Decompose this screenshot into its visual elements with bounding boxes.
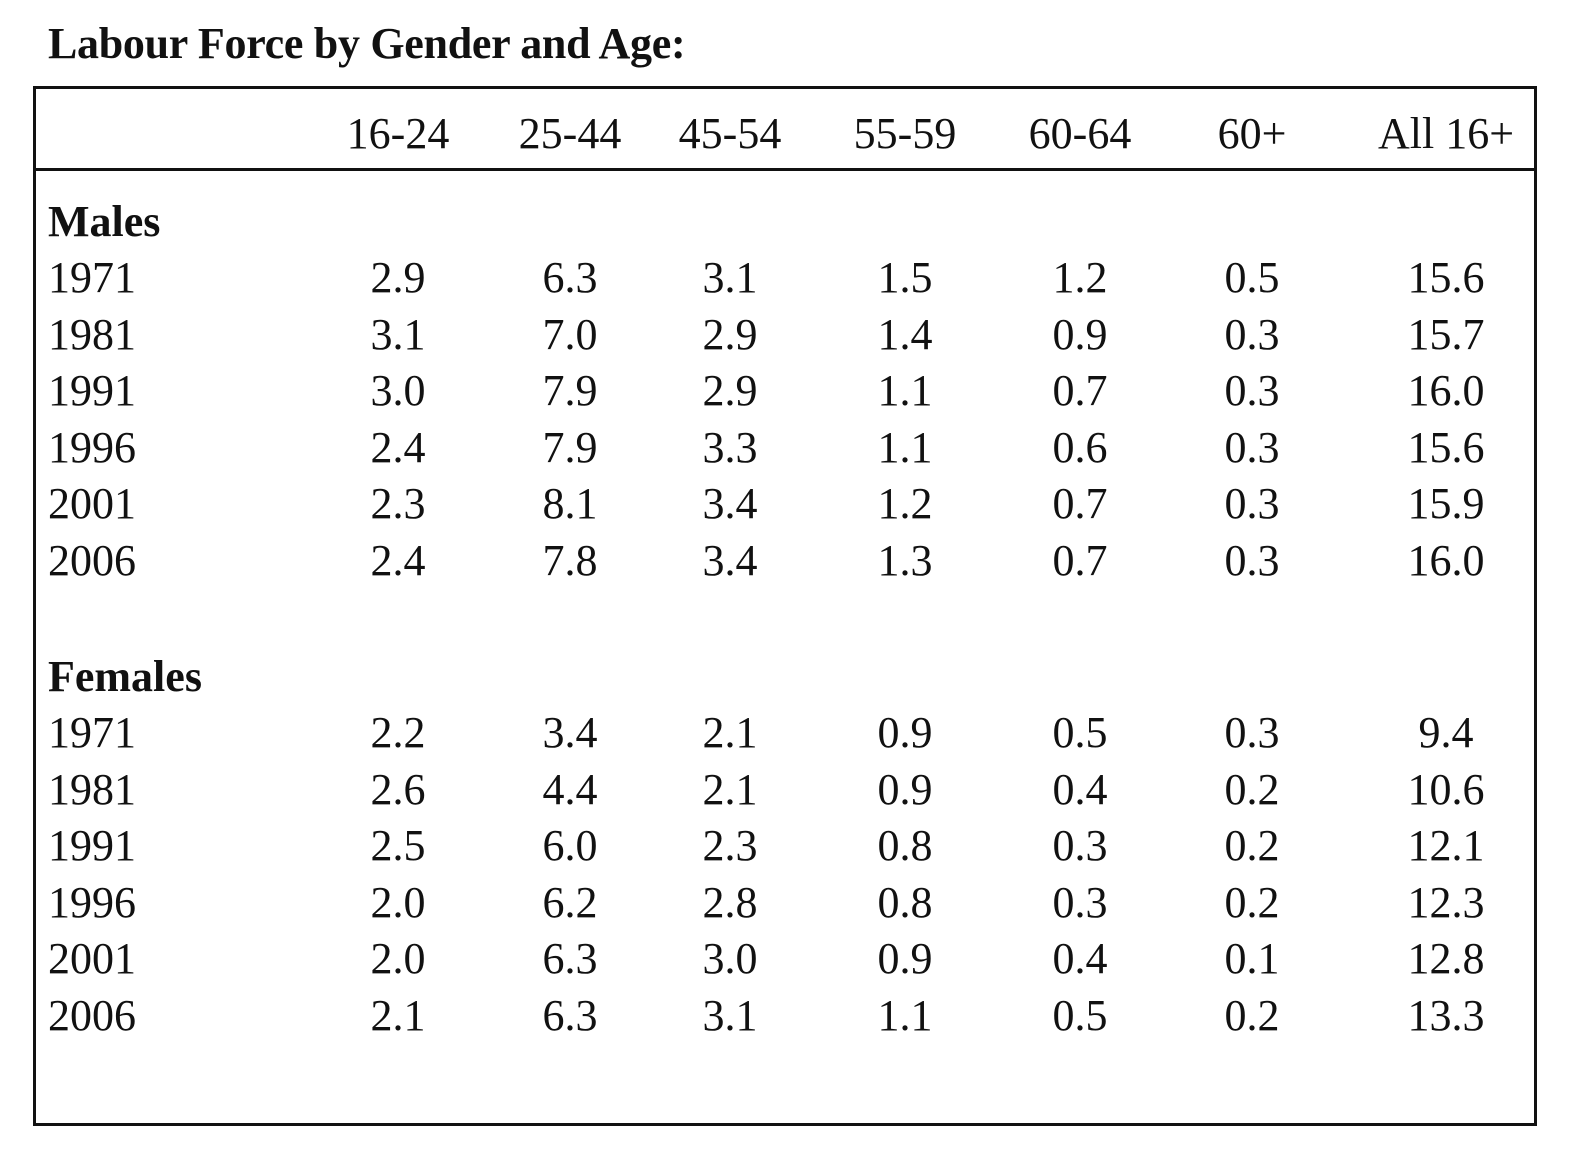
table-cell: 6.3 bbox=[542, 253, 598, 302]
table-cell: 7.9 bbox=[542, 366, 598, 415]
table-cell: 0.3 bbox=[1224, 535, 1280, 585]
table-cell: 8.1 bbox=[542, 479, 598, 528]
table-cell: 0.3 bbox=[1052, 877, 1108, 927]
table-cell: 2.0 bbox=[370, 934, 426, 983]
row-year-label: 1996 bbox=[48, 422, 136, 472]
row-year-label: 1996 bbox=[48, 877, 136, 927]
table-cell: 0.3 bbox=[1224, 366, 1280, 415]
table-cell: 16.0 bbox=[1407, 535, 1485, 585]
table-cell: 0.5 bbox=[1052, 708, 1108, 757]
table-cell: 0.2 bbox=[1224, 990, 1280, 1040]
column-header: 45-54 bbox=[678, 109, 782, 158]
table-cell: 15.7 bbox=[1407, 309, 1485, 359]
table-cell: 6.3 bbox=[542, 934, 598, 983]
row-year-label: 1981 bbox=[48, 764, 136, 814]
table-cell: 1.1 bbox=[877, 366, 933, 415]
table-cell: 2.2 bbox=[370, 708, 426, 757]
table-cell: 10.6 bbox=[1407, 764, 1485, 814]
table-cell: 3.3 bbox=[702, 422, 758, 472]
table-cell: 3.1 bbox=[370, 309, 426, 359]
table-cell: 0.7 bbox=[1052, 535, 1108, 585]
table-cell: 7.8 bbox=[542, 535, 598, 585]
table-cell: 2.1 bbox=[702, 708, 758, 757]
table-cell: 12.8 bbox=[1407, 934, 1485, 983]
table-cell: 3.4 bbox=[702, 479, 758, 528]
table-cell: 0.2 bbox=[1224, 821, 1280, 870]
row-year-label: 1981 bbox=[48, 309, 136, 359]
table-cell: 0.2 bbox=[1224, 764, 1280, 814]
table-cell: 13.3 bbox=[1407, 990, 1485, 1040]
table-cell: 1.5 bbox=[877, 253, 933, 302]
table-cell: 6.3 bbox=[542, 990, 598, 1040]
table-cell: 3.1 bbox=[702, 253, 758, 302]
table-cell: 3.4 bbox=[702, 535, 758, 585]
table-cell: 15.9 bbox=[1407, 479, 1485, 528]
table-cell: 3.1 bbox=[702, 990, 758, 1040]
row-year-label: 1971 bbox=[48, 253, 136, 302]
table-cell: 2.9 bbox=[702, 309, 758, 359]
table-cell: 16.0 bbox=[1407, 366, 1485, 415]
table-cell: 0.9 bbox=[877, 708, 933, 757]
table-cell: 1.1 bbox=[877, 990, 933, 1040]
table-cell: 0.3 bbox=[1224, 309, 1280, 359]
table-cell: 2.3 bbox=[370, 479, 426, 528]
table-cell: 0.6 bbox=[1052, 422, 1108, 472]
table-cell: 2.9 bbox=[370, 253, 426, 302]
row-year-label: 2006 bbox=[48, 535, 136, 585]
table-cell: 1.4 bbox=[877, 309, 933, 359]
table-cell: 2.1 bbox=[370, 990, 426, 1040]
row-year-label: 2001 bbox=[48, 934, 136, 983]
table-cell: 0.7 bbox=[1052, 479, 1108, 528]
table-cell: 15.6 bbox=[1407, 253, 1485, 302]
table-cell: 0.5 bbox=[1052, 990, 1108, 1040]
table-cell: 2.8 bbox=[702, 877, 758, 927]
column-header: 25-44 bbox=[518, 109, 622, 158]
section-label: Females bbox=[48, 652, 202, 701]
table-cell: 2.9 bbox=[702, 366, 758, 415]
table-cell: 2.4 bbox=[370, 422, 426, 472]
row-year-label: 1991 bbox=[48, 366, 136, 415]
table-cell: 4.4 bbox=[542, 764, 598, 814]
table-cell: 2.1 bbox=[702, 764, 758, 814]
table-cell: 9.4 bbox=[1418, 708, 1474, 757]
table-cell: 15.6 bbox=[1407, 422, 1485, 472]
table-cell: 0.4 bbox=[1052, 934, 1108, 983]
table-cell: 0.3 bbox=[1224, 708, 1280, 757]
table-cell: 0.2 bbox=[1224, 877, 1280, 927]
table-cell: 2.5 bbox=[370, 821, 426, 870]
table-cell: 0.3 bbox=[1224, 479, 1280, 528]
table-frame bbox=[33, 86, 1537, 1126]
table-cell: 0.8 bbox=[877, 877, 933, 927]
table-cell: 1.2 bbox=[1052, 253, 1108, 302]
row-year-label: 1991 bbox=[48, 821, 136, 870]
table-cell: 0.9 bbox=[877, 934, 933, 983]
table-cell: 6.2 bbox=[542, 877, 598, 927]
column-header: 60-64 bbox=[1028, 109, 1132, 158]
column-header: All 16+ bbox=[1377, 109, 1515, 158]
section-label: Males bbox=[48, 197, 161, 246]
table-cell: 0.5 bbox=[1224, 253, 1280, 302]
table-cell: 6.0 bbox=[542, 821, 598, 870]
row-year-label: 2006 bbox=[48, 990, 136, 1040]
table-cell: 2.6 bbox=[370, 764, 426, 814]
row-year-label: 1971 bbox=[48, 708, 136, 757]
table-cell: 3.0 bbox=[702, 934, 758, 983]
header-divider bbox=[33, 168, 1537, 171]
table-title: Labour Force by Gender and Age: bbox=[48, 19, 686, 68]
table-cell: 2.0 bbox=[370, 877, 426, 927]
table-cell: 2.3 bbox=[702, 821, 758, 870]
column-header: 16-24 bbox=[346, 109, 450, 158]
table-cell: 1.3 bbox=[877, 535, 933, 585]
table-cell: 0.9 bbox=[877, 764, 933, 814]
table-cell: 0.1 bbox=[1224, 934, 1280, 983]
table-cell: 1.1 bbox=[877, 422, 933, 472]
table-cell: 2.4 bbox=[370, 535, 426, 585]
table-cell: 0.3 bbox=[1052, 821, 1108, 870]
table-cell: 0.3 bbox=[1224, 422, 1280, 472]
row-year-label: 2001 bbox=[48, 479, 136, 528]
table-cell: 0.8 bbox=[877, 821, 933, 870]
column-header: 55-59 bbox=[853, 109, 957, 158]
table-cell: 7.9 bbox=[542, 422, 598, 472]
table-cell: 12.3 bbox=[1407, 877, 1485, 927]
table-cell: 3.0 bbox=[370, 366, 426, 415]
table-cell: 0.7 bbox=[1052, 366, 1108, 415]
table-cell: 7.0 bbox=[542, 309, 598, 359]
table-cell: 3.4 bbox=[542, 708, 598, 757]
table-cell: 1.2 bbox=[877, 479, 933, 528]
table-cell: 0.4 bbox=[1052, 764, 1108, 814]
table-cell: 0.9 bbox=[1052, 309, 1108, 359]
table-cell: 12.1 bbox=[1407, 821, 1485, 870]
column-header: 60+ bbox=[1217, 109, 1287, 158]
